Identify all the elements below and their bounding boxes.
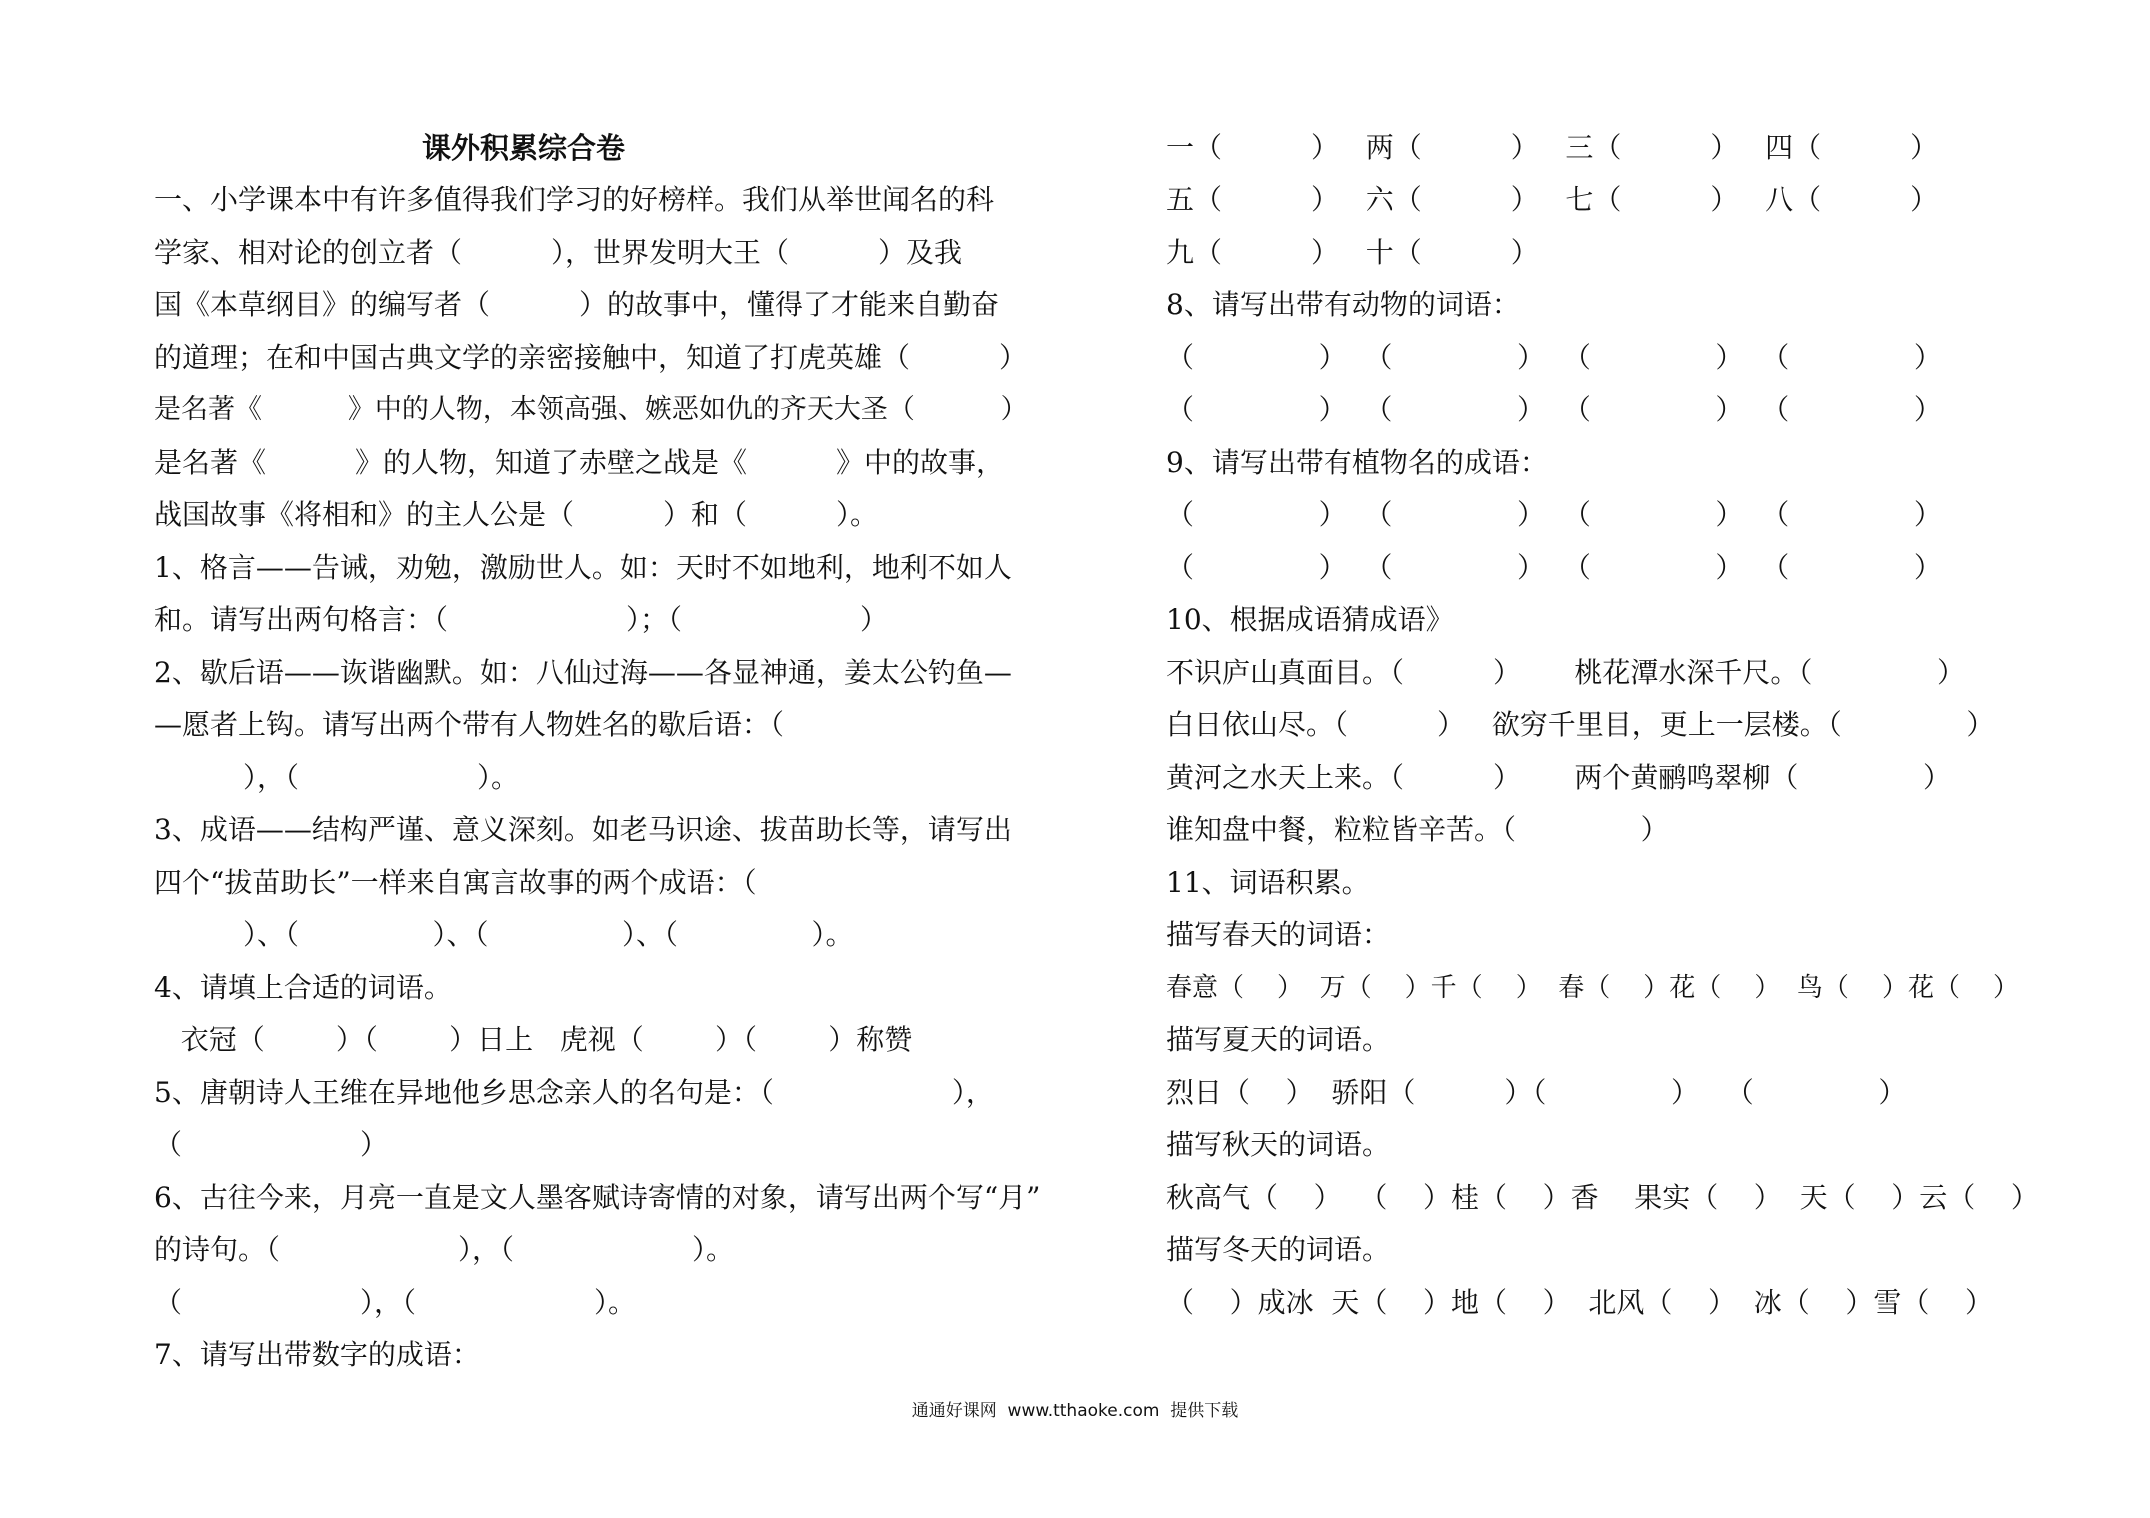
question-line: 9、请写出带有植物名的成语： (1166, 446, 1548, 479)
question-line: 谁知盘中餐，粒粒皆辛苦。（ ） (1166, 813, 1669, 846)
question-line: 描写秋天的词语。 (1166, 1128, 1391, 1161)
question-line: ），（ ）。 (154, 761, 520, 794)
question-line: 是名著《 》中的人物，本领高强、嫉恶如仇的齐天大圣（ ） (154, 394, 1028, 425)
question-line: 一、小学课本中有许多值得我们学习的好榜样。我们从举世闻名的科 (154, 183, 995, 216)
question-line: （ ） （ ） （ ） （ ） (1166, 498, 1942, 531)
question-line: （ ），（ ）。 (154, 1286, 637, 1319)
question-line: 一（ ） 两（ ） 三（ ） 四（ ） (1166, 131, 1939, 164)
question-line: 黄河之水天上来。（ ） 两个黄鹂鸣翠柳（ ） (1166, 761, 1952, 794)
question-line: 九（ ） 十（ ） (1166, 236, 1539, 269)
question-line: （ ）成冰 天（ ）地（ ） 北风（ ） 冰（ ）雪（ ） (1166, 1286, 1994, 1319)
question-line: 描写夏天的词语。 (1166, 1023, 1391, 1056)
question-line: （ ） （ ） （ ） （ ） (1166, 393, 1942, 426)
question-line: —愿者上钩。请写出两个带有人物姓名的歇后语：（ (154, 708, 785, 741)
question-line: 2、歇后语——诙谐幽默。如：八仙过海——各显神通，姜太公钓鱼— (154, 656, 1012, 689)
question-line: 不识庐山真面目。（ ） 桃花潭水深千尺。（ ） (1166, 656, 1966, 689)
question-line: 3、成语——结构严谨、意义深刻。如老马识途、拔苗助长等，请写出 (154, 813, 1012, 846)
question-line: 是名著《 》的人物，知道了赤壁之战是《 》中的故事， (154, 446, 1005, 479)
question-line: 描写冬天的词语。 (1166, 1233, 1391, 1266)
question-line: 和。请写出两句格言：（ ）；（ ） (154, 603, 889, 636)
question-line: 4、请填上合适的词语。 (154, 971, 452, 1004)
question-line: （ ） （ ） （ ） （ ） (1166, 341, 1942, 374)
question-line: 7、请写出带数字的成语： (154, 1338, 480, 1371)
question-line: 描写春天的词语： (1166, 918, 1391, 951)
question-line: 衣冠（ ）（ ）日上 虎视（ ）（ ）称赞 (154, 1023, 913, 1056)
footer-source: 通通好课网 www.tthaoke.com 提供下载 (911, 1401, 1239, 1421)
question-line: 春意（ ） 万（ ）千（ ） 春（ ）花（ ） 鸟（ ）花（ ） (1166, 973, 2019, 1003)
question-line: （ ） (154, 1128, 389, 1161)
question-line: 学家、相对论的创立者（ ），世界发明大王（ ）及我 (154, 236, 963, 269)
question-line: 战国故事《将相和》的主人公是（ ）和（ ）。 (154, 498, 879, 531)
question-line: 白日依山尽。（ ） 欲穷千里目，更上一层楼。（ ） (1166, 708, 1995, 741)
question-line: 烈日（ ） 骄阳（ ）（ ） （ ） (1166, 1076, 1907, 1109)
question-line: 的道理；在和中国古典文学的亲密接触中，知道了打虎英雄（ ） (154, 341, 1028, 374)
question-line: 11、词语积累。 (1166, 866, 1370, 899)
question-line: 秋高气（ ） （ ）桂（ ）香 果实（ ） 天（ ）云（ ） (1166, 1181, 2039, 1214)
question-line: 10、根据成语猜成语》 (1166, 603, 1454, 636)
question-line: 8、请写出带有动物的词语： (1166, 288, 1520, 321)
question-line: 5、唐朝诗人王维在异地他乡思念亲人的名句是：（ ）， (154, 1076, 994, 1109)
question-line: （ ） （ ） （ ） （ ） (1166, 551, 1942, 584)
question-line: ）、（ ）、（ ）、（ ）。 (154, 918, 854, 951)
question-line: 五（ ） 六（ ） 七（ ） 八（ ） (1166, 183, 1939, 216)
question-line: 四个“拔苗助长”一样来自寓言故事的两个成语：（ (154, 866, 757, 899)
question-line: 的诗句。（ ），（ ）。 (154, 1233, 735, 1266)
question-line: 6、古往今来，月亮一直是文人墨客赋诗寄情的对象，请写出两个写“月” (154, 1181, 1041, 1214)
question-line: 1、格言——告诫，劝勉，激励世人。如：天时不如地利，地利不如人 (154, 551, 1012, 584)
question-line: 国《本草纲目》的编写者（ ）的故事中，懂得了才能来自勤奋 (154, 288, 1000, 321)
page-title: 课外积累综合卷 (422, 131, 626, 165)
